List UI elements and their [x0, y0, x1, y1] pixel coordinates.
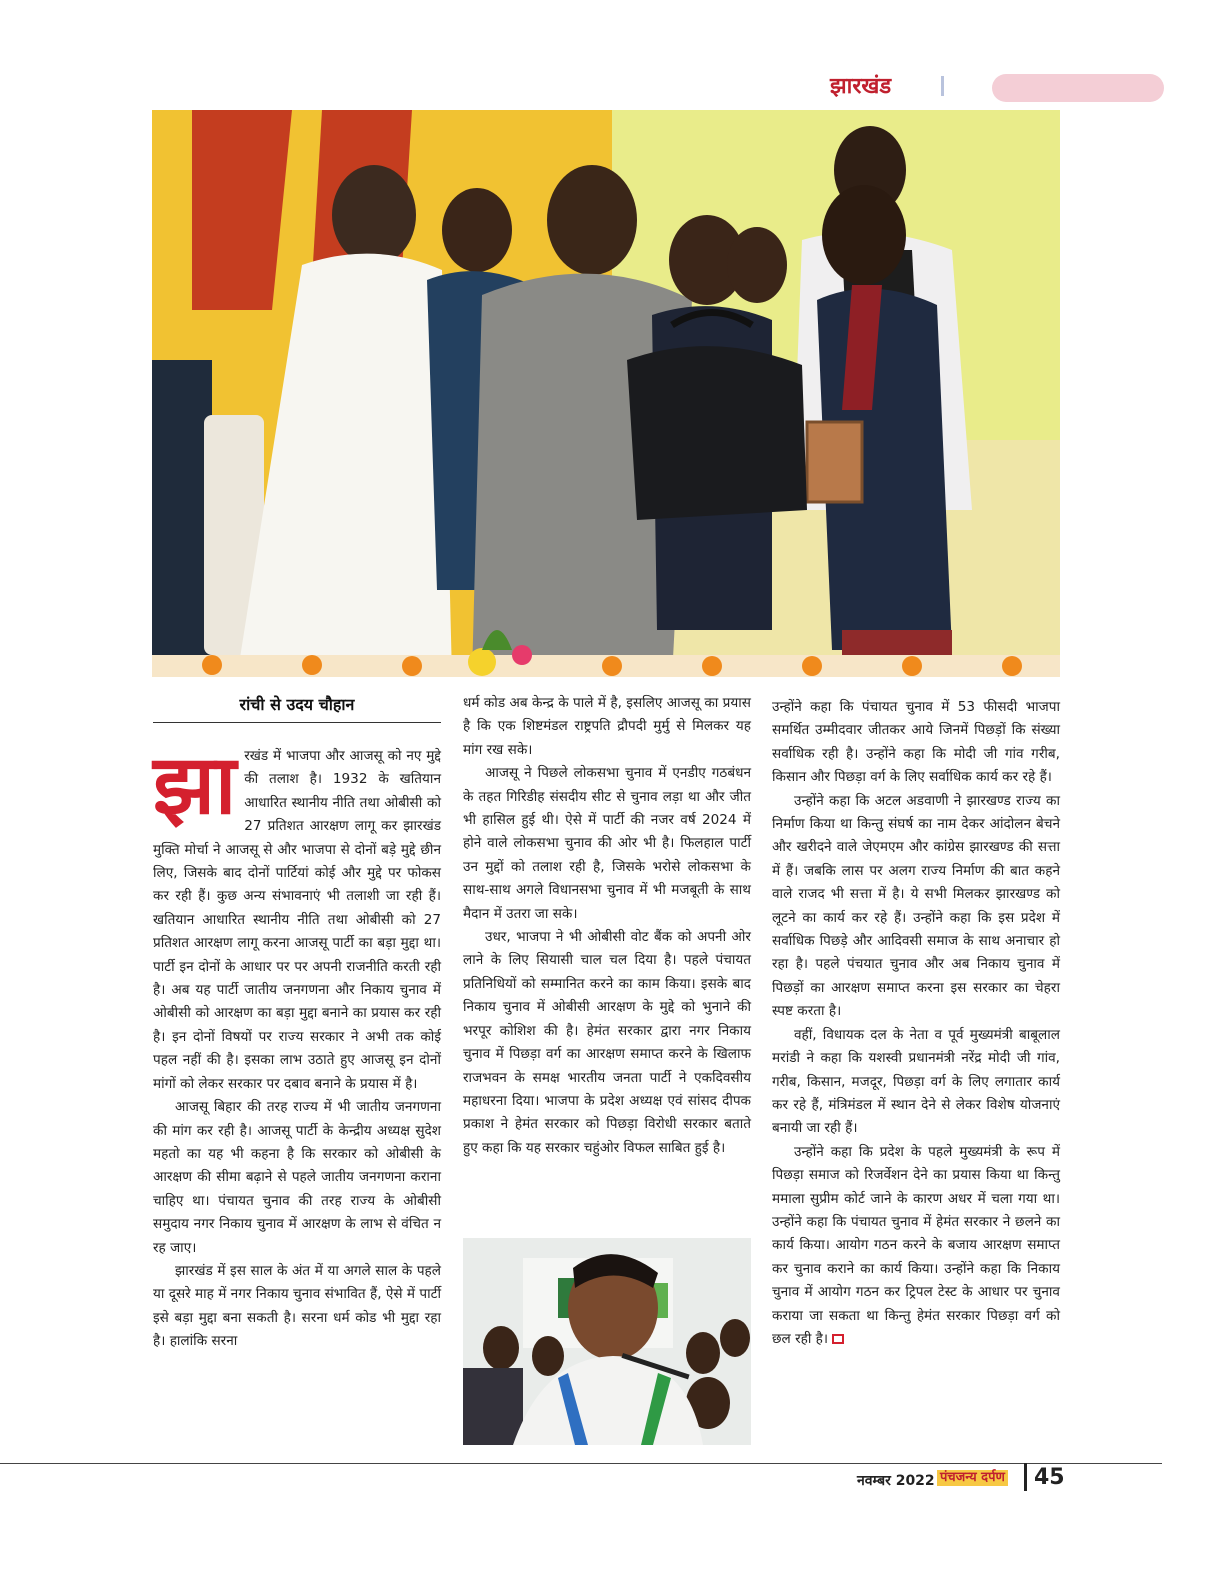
paragraph: आजसू ने पिछले लोकसभा चुनाव में एनडीए गठबंधन के तहत गिरिडीह संसदीय सीट से चुनाव लड़ा था और जीत भी हासिल हुई थी। ऐसे में पार्टी की नजर वर्ष 2024 में होने वाले लोकसभा चुनाव की ओर भी है। फिलहाल पार्टी उन मुद्दों को तलाश रही है, जिसके भरोसे लोकसभा के साथ-साथ अगले विधानसभा चुनाव में भी मजबूती के साथ मैदान में उतरा जा सके।: [463, 765, 751, 922]
speaker-photo: [463, 1238, 751, 1445]
paragraph-final: [772, 1141, 1060, 1352]
article-column-3: [772, 696, 1060, 1351]
footer-rule: [0, 1463, 1162, 1464]
paragraph: उन्होंने कहा कि पंचायत चुनाव में 53 फीसदी भाजपा समर्थित उम्मीदवार जीतकर आये जिनमें पिछड़ों कि संख्या सर्वाधिक रही है। उन्होंने कहा कि मोदी जी गांव गरीब, किसान और पिछड़ा वर्ग के लिए सर्वाधिक कार्य कर रहे हैं।: [772, 699, 1060, 786]
paragraph: धर्म कोड अब केन्द्र के पाले में है, इसलिए आजसू का प्रयास है कि एक शिष्टमंडल राष्ट्रपति द्रौपदी मुर्मु से मिलकर यह मांग रख सके।: [463, 695, 751, 758]
page-number: 45: [1034, 1465, 1065, 1490]
paragraph-lead: [153, 738, 441, 1096]
issue-date: नवम्बर 2022: [857, 1473, 935, 1489]
end-of-article-icon: [832, 1334, 844, 1344]
paragraph: आजसू बिहार की तरह राज्य में भी जातीय जनगणना की मांग कर रही है। आजसू पार्टी के केन्द्रीय अध्यक्ष सुदेश महतो का यह भी कहना है कि सरकार को ओबीसी के आरक्षण की सीमा बढ़ाने से पहले जातीय जनगणना कराना चाहिए था। पंचायत चुनाव की तरह राज्य के ओबीसी समुदाय नगर निकाय चुनाव में आरक्षण के लाभ से वंचित न रह जाए।: [153, 1099, 441, 1256]
byline: रांची से उदय चौहान: [153, 692, 441, 723]
paragraph: वहीं, विधायक दल के नेता व पूर्व मुख्यमंत्री बाबूलाल मरांडी ने कहा कि यशस्वी प्रधानमंत्री नरेंद्र मोदी जी गांव, गरीब, किसान, मजदूर, पिछड़ा वर्ग के लिए लगातार कार्य कर रहे हैं, मंत्रिमंडल में स्थान देने से लेकर विशेष योजनाएं बनायी जा रही हैं।: [772, 1026, 1060, 1137]
section-pill-decoration: [992, 74, 1164, 102]
section-divider: [941, 76, 944, 96]
article-column-2: [463, 692, 751, 1160]
paragraph: उन्होंने कहा कि अटल अडवाणी ने झारखण्ड राज्य का निर्माण किया था किन्तु संघर्ष का नाम देकर आंदोलन बेचने और खरीदने वाले जेएमएम और कांग्रेस झारखण्ड की सत्ता में हैं। जबकि लास पर अलग राज्य निर्माण की बात कहने वाले राजद भी सत्ता में है। ये सभी मिलकर झारखण्ड को लूटने का कार्य कर रहे हैं। उन्होंने कहा कि इस प्रदेश में सर्वाधिक पिछड़े और आदिवसी समाज के साथ अनाचार हो रहा है। पहले पंचयात चुनाव और अब निकाय चुनाव में पिछड़ों का आरक्षण समाप्त करना इस सरकार का चेहरा स्पष्ट करता है।: [772, 792, 1060, 1020]
final-text: उन्होंने कहा कि प्रदेश के पहले मुख्यमंत्री के रूप में पिछड़ा समाज को रिजर्वेशन देने का प्रयास किया था किन्तु ममाला सुप्रीम कोर्ट जाने के कारण अधर में चला गया था। उन्होंने कहा कि पंचायत चुनाव में हेमंत सरकार ने छलने का कार्य किया। आयोग गठन करने के बजाय आरक्षण समाप्त कर चुनाव कराने का कार्य किया। उन्होंने कहा कि निकाय चुनाव में आयोग गठन कर ट्रिपल टेस्ट के आधार पर चुनाव कराया जा सकता था किन्तु हेमंत सरकार पिछड़ा वर्ग को छल रही है।: [772, 1143, 1060, 1347]
footer-divider: [1024, 1463, 1027, 1491]
main-event-photo: [152, 110, 1060, 677]
drop-cap: झा: [153, 738, 237, 833]
paragraph: उधर, भाजपा ने भी ओबीसी वोट बैंक को अपनी ओर लाने के लिए सियासी चाल चल दिया है। पहले पंचायत प्रतिनिधियों को सम्मानित करने का काम किया। इसके बाद निकाय चुनाव में ओबीसी आरक्षण के मुद्दे को भुनाने की भरपूर कोशिश की है। हेमंत सरकार द्वारा नगर निकाय चुनाव में पिछड़ा वर्ग का आरक्षण समाप्त करने के खिलाफ राजभवन के समक्ष भारतीय जनता पार्टी ने एकदिवसीय महाधरना दिया। भाजपा के प्रदेश अध्यक्ष एवं सांसद दीपक प्रकाश ने हेमंत सरकार को पिछड़ा विरोधी सरकार बताते हुए कहा कि यह सरकार चहुंओर विफल साबित हुई है।: [463, 929, 751, 1156]
article-column-1: [153, 692, 441, 1354]
lead-text: रखंड में भाजपा और आजसू को नए मुद्दे की तलाश है। 1932 के खतियान आधारित स्थानीय नीति तथा ओबीसी को 27 प्रतिशत आरक्षण लागू कर झारखंड मुक्ति मोर्चा ने आजसू से और भाजपा से दोनों बड़े मुद्दे छीन लिए, जिसके बाद दोनों पार्टियां कोई और मुद्दे पर फोकस कर रही हैं। कुछ अन्य संभावनाएं भी तलाशी जा रही हैं। खतियान आधारित स्थानीय नीति तथा ओबीसी को 27 प्रतिशत आरक्षण लागू करना आजसू पार्टी का बड़ा मुद्दा था। पार्टी इन दोनों के आधार पर पर अपनी राजनीति करती रही है। अब यह पार्टी जातीय जनगणना और निकाय चुनाव में ओबीसी को आरक्षण का बड़ा मुद्दा बनाने का प्रयास कर रही है। इन दोनों विषयों पर राज्य सरकार ने अभी तक कोई पहल नहीं की है। इसका लाभ उठाते हुए आजसू इन दोनों मांगों को लेकर सरकार पर दबाव बनाने के प्रयास में है।: [153, 748, 441, 1092]
section-label: झारखंड: [830, 74, 892, 99]
magazine-logo: पंचजन्य दर्पण: [937, 1470, 1008, 1486]
paragraph: झारखंड में इस साल के अंत में या अगले साल के पहले या दूसरे माह में नगर निकाय चुनाव संभावित हैं, ऐसे में पार्टी इसे बड़ा मुद्दा बना सकती है। सरना धर्म कोड भी मुद्दा रहा है। हालांकि सरना: [153, 1262, 441, 1350]
